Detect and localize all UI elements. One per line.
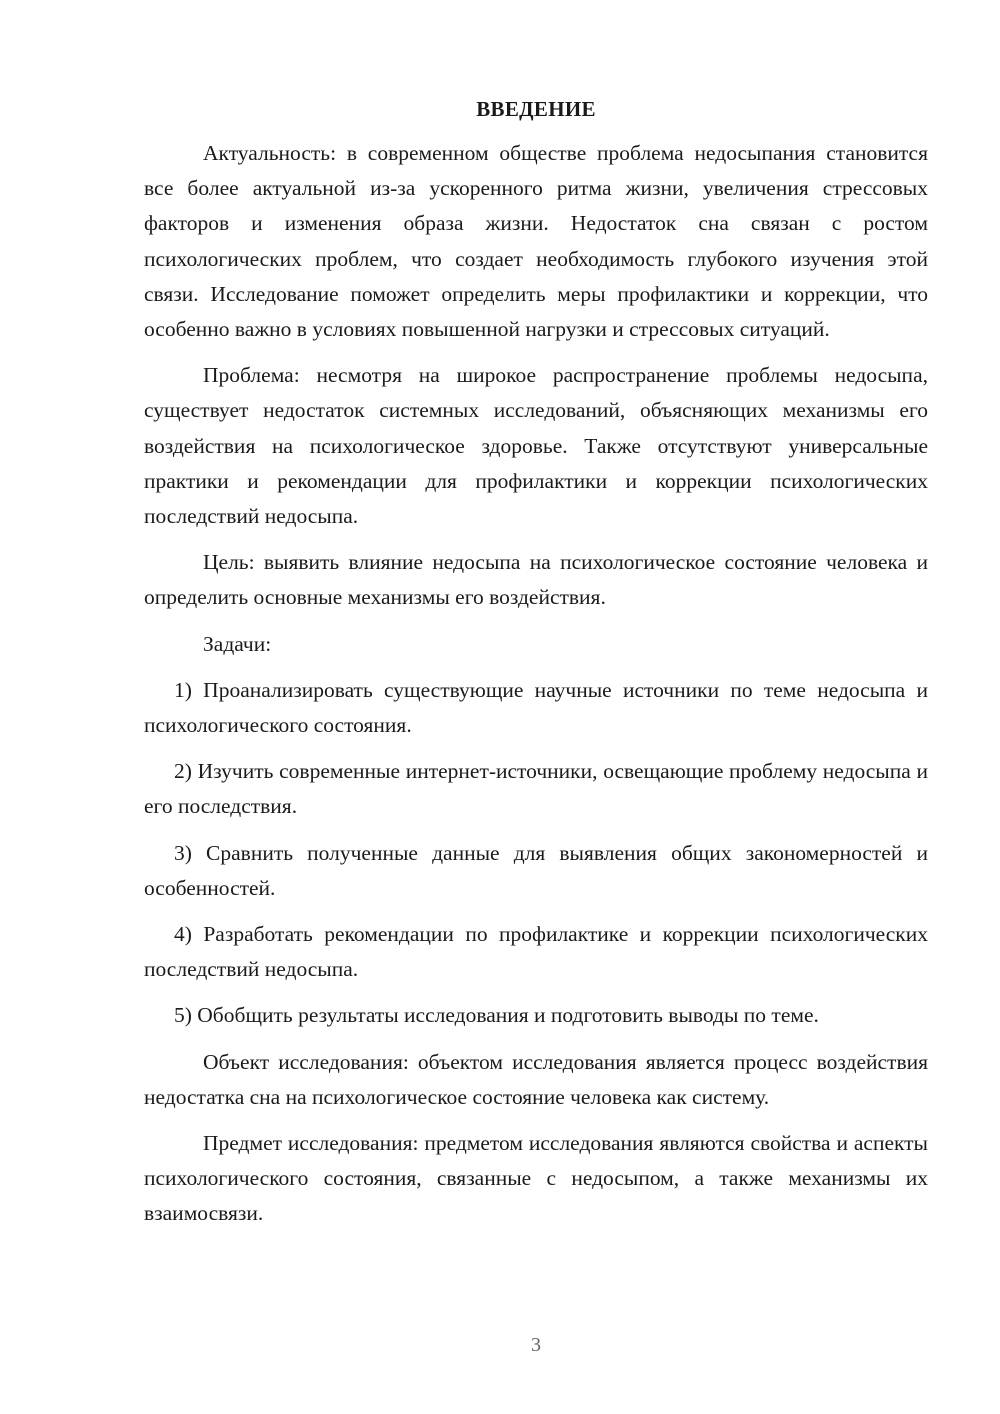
object-paragraph: Объект исследования: объектом исследования является процесс воздействия недостатка сна на психологическое состояние человека как систему.	[144, 1049, 928, 1109]
subject-paragraph: Предмет исследования: предметом исследования являются свойства и аспекты психологического состояния, связанные с недосыпом, а также механизмы их взаимосвязи.	[144, 1131, 928, 1226]
task-item-3: 3) Сравнить полученные данные для выявления общих закономерностей и особенностей.	[144, 840, 928, 900]
page-title: ВВЕДЕНИЕ	[476, 97, 596, 121]
problem-paragraph: Проблема: несмотря на широкое распространение проблемы недосыпа, существует недостаток системных исследований, объясняющих механизмы его воздействия на психологическое здоровье. Также отсутствуют универсальные практики и рекомендации для профилактики и коррекции психологических последствий недосыпа.	[144, 363, 928, 529]
document-page	[144, 92, 928, 1232]
page-number: 3	[531, 1334, 541, 1356]
task-item-2: 2) Изучить современные интернет-источники, освещающие проблему недосыпа и его последствия.	[144, 759, 928, 819]
relevance-paragraph: Актуальность: в современном обществе проблема недосыпания становится все более актуальной из-за ускоренного ритма жизни, увеличения стрессовых факторов и изменения образа жизни. Недостаток сна связан с ростом психологических проблем, что создает необходимость глубокого изучения этой связи. Исследование поможет определить меры профилактики и коррекции, что особенно важно в условиях повышенной нагрузки и стрессовых ситуаций.	[144, 141, 928, 342]
task-item-4: 4) Разработать рекомендации по профилактике и коррекции психологических последствий недосыпа.	[144, 922, 928, 982]
goal-paragraph: Цель: выявить влияние недосыпа на психологическое состояние человека и определить основные механизмы его воздействия.	[144, 550, 928, 610]
task-item-5: 5) Обобщить результаты исследования и подготовить выводы по теме.	[174, 1003, 819, 1028]
task-item-1: 1) Проанализировать существующие научные источники по теме недосыпа и психологического состояния.	[144, 677, 928, 738]
tasks-label: Задачи:	[203, 631, 272, 656]
